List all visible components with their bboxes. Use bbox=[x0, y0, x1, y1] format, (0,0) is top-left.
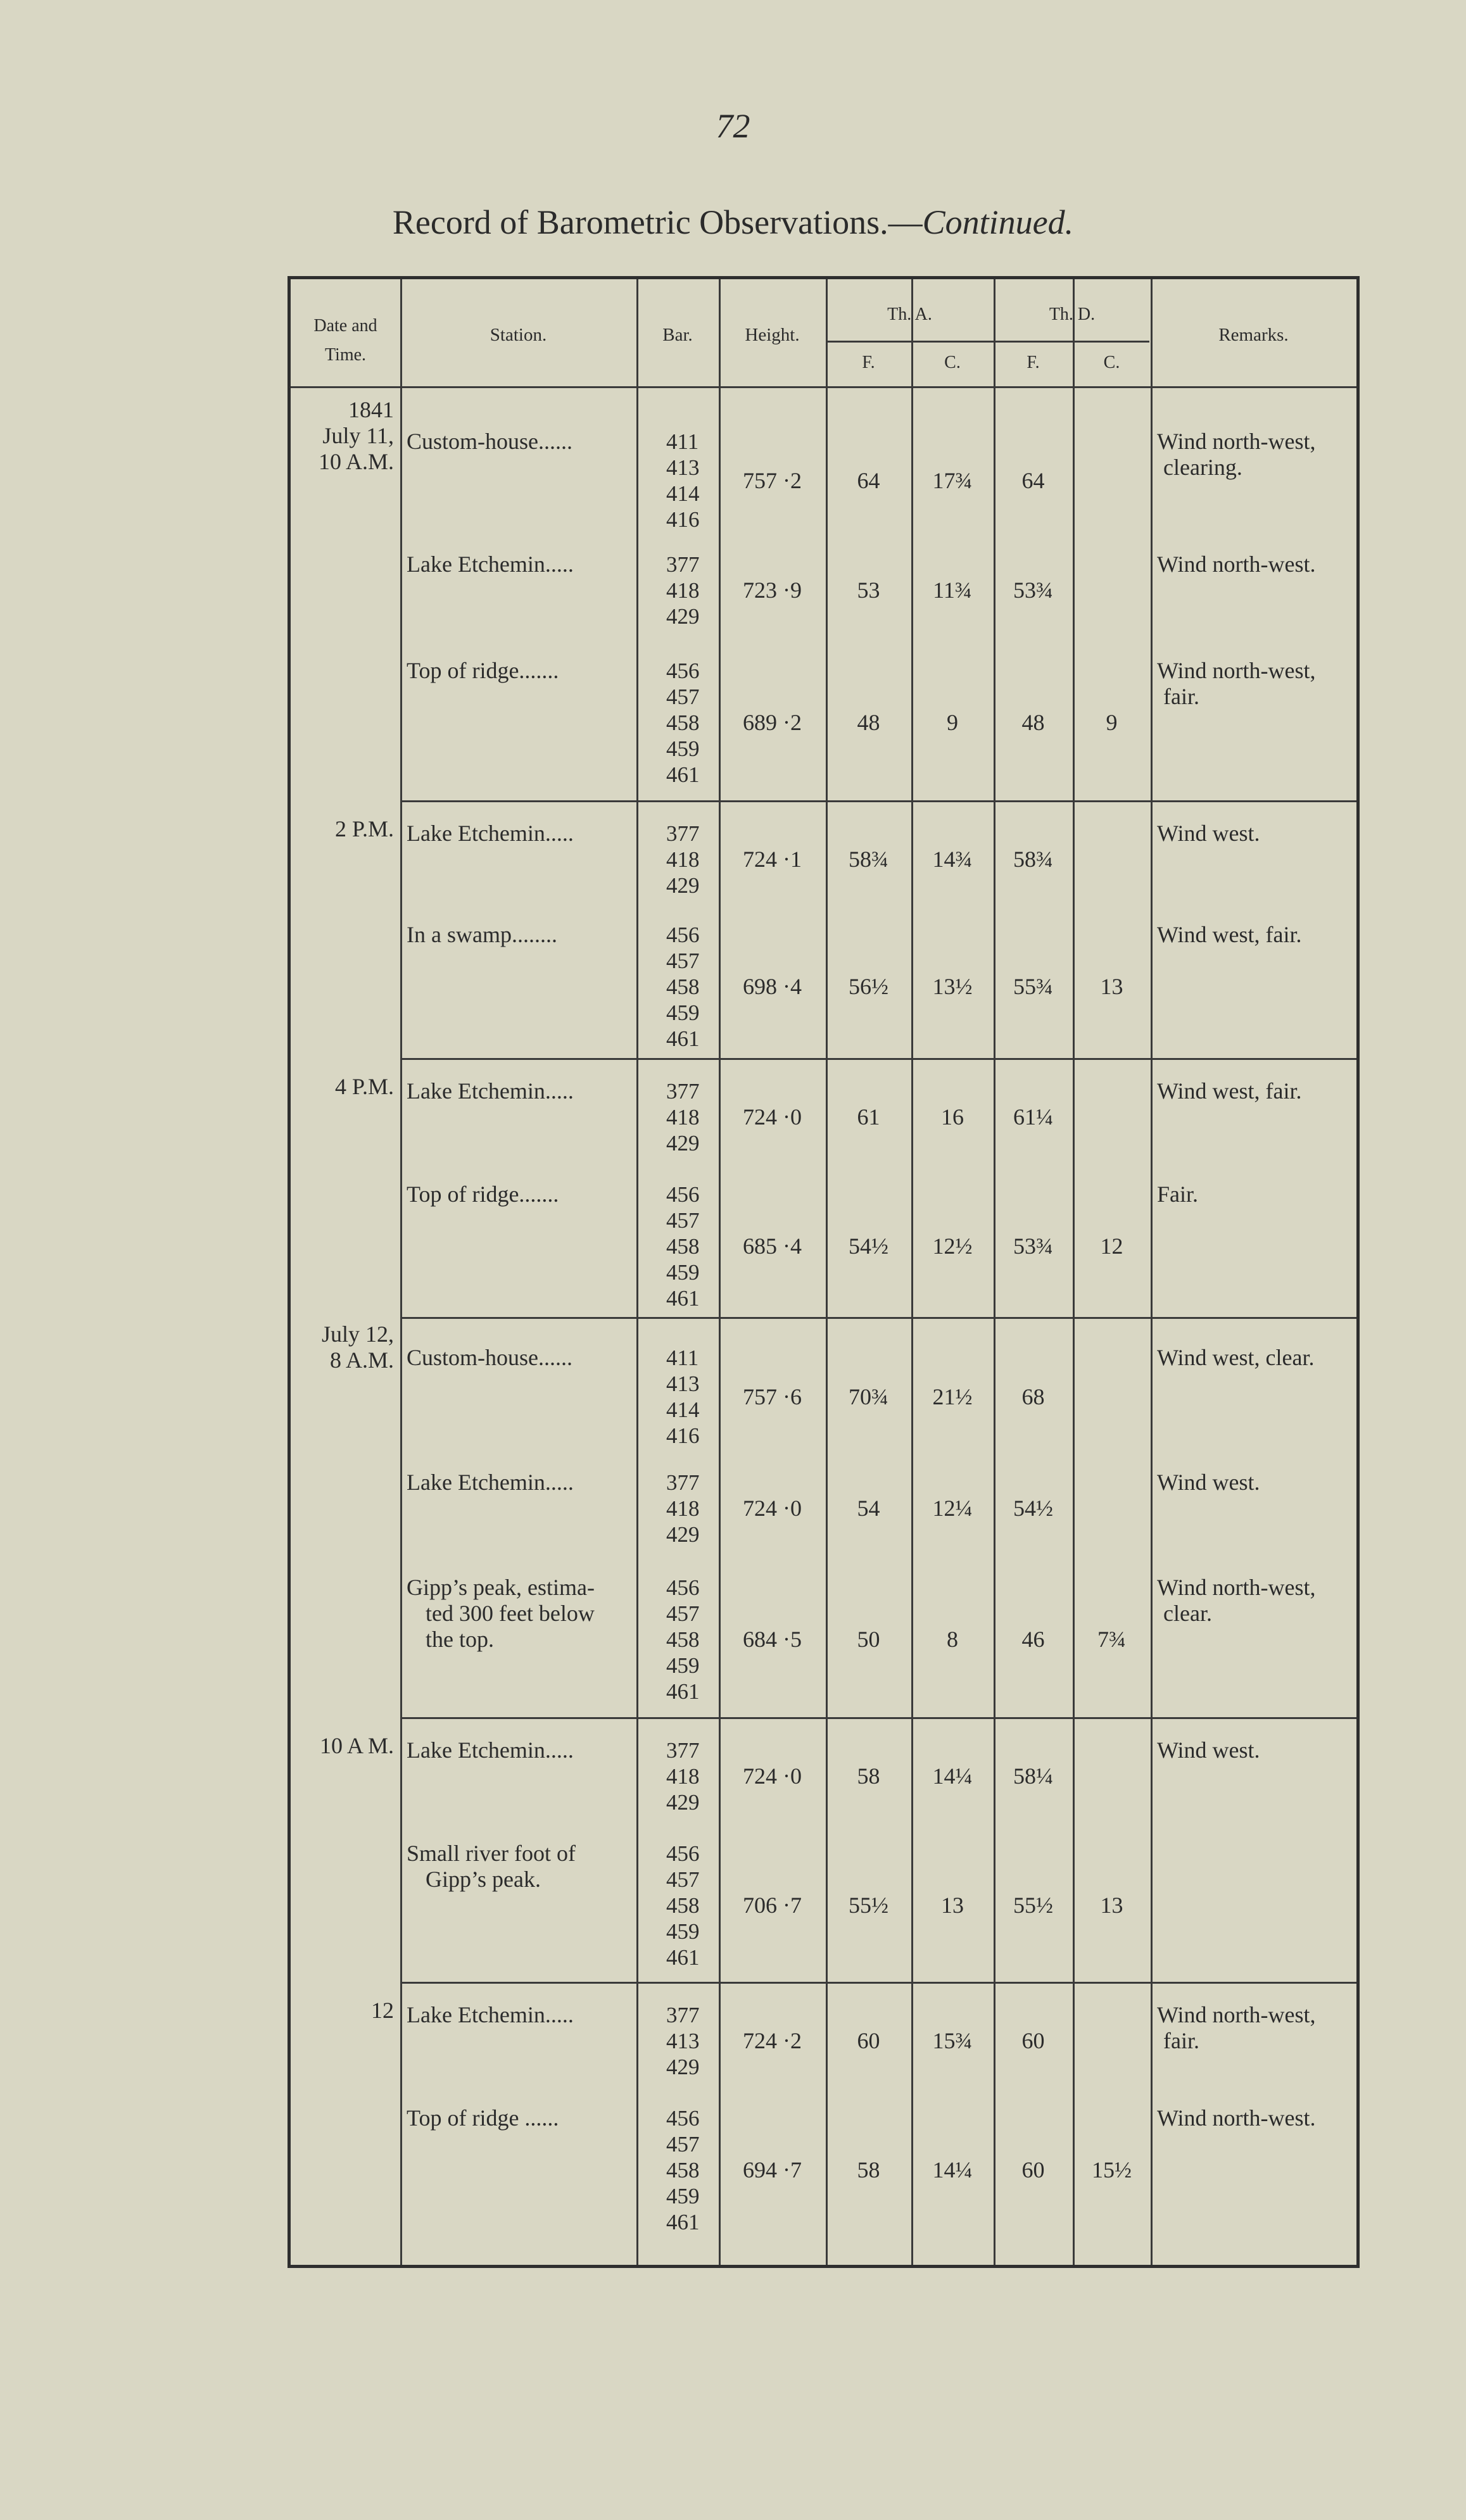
station-cell bbox=[407, 1737, 633, 1763]
station-line: Lake Etchemin..... bbox=[407, 821, 574, 846]
height-value: 724 ·2 bbox=[743, 2028, 802, 2053]
th-a-c-value: 13 bbox=[941, 1893, 964, 1918]
th-a-f-value: 61 bbox=[857, 1104, 880, 1130]
th-a-f-value: 70¾ bbox=[849, 1383, 888, 1409]
station-line: Gipp’s peak. bbox=[426, 1867, 541, 1892]
station-cell bbox=[407, 922, 633, 948]
bar-value: 457 bbox=[666, 948, 700, 973]
th-d-f-value: 64 bbox=[1021, 467, 1045, 493]
time-cell bbox=[291, 1321, 394, 1373]
bar-values bbox=[666, 658, 700, 788]
bar-value: 456 bbox=[666, 1575, 700, 1600]
time-line: 8 A.M. bbox=[329, 1347, 394, 1373]
th-d-f-value: 46 bbox=[1021, 1627, 1045, 1652]
bar-value: 411 bbox=[666, 1345, 699, 1370]
time-line: 4 P.M. bbox=[334, 1074, 394, 1099]
bar-value: 413 bbox=[666, 455, 700, 480]
th-d-f-value: 48 bbox=[1021, 710, 1045, 735]
bar-value: 429 bbox=[666, 2055, 700, 2079]
th-a-c-value: 11¾ bbox=[933, 577, 972, 603]
remark-line: Wind west, fair. bbox=[1157, 922, 1302, 947]
header-th-d-f: F. bbox=[1027, 353, 1040, 372]
bar-value: 461 bbox=[666, 2210, 700, 2234]
bar-value: 377 bbox=[666, 1738, 700, 1763]
time-line: 10 A.M. bbox=[318, 449, 394, 474]
time-cell bbox=[291, 397, 394, 475]
station-cell bbox=[407, 1575, 633, 1653]
th-a-c-value: 9 bbox=[947, 710, 958, 735]
column-rule bbox=[1073, 279, 1075, 2265]
th-d-c-value: 9 bbox=[1106, 710, 1118, 735]
remark-line: Wind west, fair. bbox=[1157, 1078, 1302, 1104]
station-cell bbox=[407, 2105, 633, 2131]
th-a-c-value: 16 bbox=[941, 1104, 964, 1130]
remark-line: fair. bbox=[1163, 684, 1199, 709]
bar-value: 458 bbox=[666, 710, 700, 735]
remarks-cell bbox=[1157, 551, 1356, 577]
bar-value: 418 bbox=[666, 1496, 700, 1521]
bar-value: 456 bbox=[666, 2106, 700, 2131]
station-line: the top. bbox=[426, 1627, 494, 1652]
station-cell bbox=[407, 2002, 633, 2028]
remarks-cell bbox=[1157, 821, 1356, 847]
header-th-a: Th. A. bbox=[887, 305, 932, 324]
remarks-cell bbox=[1157, 1737, 1356, 1763]
bar-values bbox=[666, 2002, 700, 2080]
bar-value: 456 bbox=[666, 1182, 700, 1207]
bar-value: 459 bbox=[666, 1919, 700, 1944]
th-d-f-value: 58¼ bbox=[1013, 1763, 1053, 1789]
station-cell bbox=[407, 1078, 633, 1104]
time-line: July 11, bbox=[322, 423, 394, 448]
bar-value: 456 bbox=[666, 1841, 700, 1866]
bar-values bbox=[666, 1470, 700, 1547]
bar-values bbox=[666, 1575, 700, 1704]
bar-value: 377 bbox=[666, 1079, 700, 1104]
th-a-c-value: 12¼ bbox=[932, 1496, 973, 1521]
height-value: 698 ·4 bbox=[743, 974, 802, 999]
station-line: Lake Etchemin..... bbox=[407, 1078, 574, 1104]
bar-value: 429 bbox=[666, 1131, 700, 1156]
height-value: 684 ·5 bbox=[743, 1627, 802, 1652]
time-cell bbox=[291, 1074, 394, 1100]
station-line: Gipp’s peak, estima- bbox=[407, 1575, 595, 1600]
height-value: 724 ·1 bbox=[743, 847, 802, 872]
th-a-c-value: 8 bbox=[947, 1627, 958, 1652]
th-d-f-value: 60 bbox=[1021, 2157, 1045, 2183]
bar-value: 459 bbox=[666, 1260, 700, 1285]
th-a-f-value: 58 bbox=[857, 2157, 880, 2183]
station-cell bbox=[407, 1181, 633, 1207]
th-a-c-value: 17¾ bbox=[932, 467, 973, 493]
height-value: 757 ·6 bbox=[743, 1383, 802, 1409]
bar-value: 429 bbox=[666, 604, 700, 629]
bar-value: 418 bbox=[666, 578, 700, 603]
header-th-a-f: F. bbox=[862, 353, 875, 372]
group-rule bbox=[400, 1058, 1356, 1060]
remarks-cell bbox=[1157, 658, 1356, 710]
title-continued: Continued. bbox=[922, 203, 1074, 241]
station-cell bbox=[407, 551, 633, 577]
remark-line: Wind north-west. bbox=[1157, 551, 1316, 577]
station-cell bbox=[407, 1841, 633, 1893]
bar-value: 458 bbox=[666, 1234, 700, 1259]
station-cell bbox=[407, 1345, 633, 1371]
bar-value: 418 bbox=[666, 847, 700, 872]
th-d-f-value: 68 bbox=[1021, 1383, 1045, 1409]
bar-value: 459 bbox=[666, 2184, 700, 2208]
station-line: Custom-house...... bbox=[407, 429, 573, 454]
bar-value: 411 bbox=[666, 429, 699, 454]
remark-line: clearing. bbox=[1163, 455, 1242, 480]
th-a-f-value: 56½ bbox=[849, 974, 888, 999]
remark-line: Wind west. bbox=[1157, 821, 1260, 846]
remarks-cell bbox=[1157, 1181, 1356, 1207]
column-rule bbox=[1151, 279, 1153, 2265]
th-a-f-value: 54½ bbox=[849, 1233, 888, 1259]
remark-line: Fair. bbox=[1157, 1181, 1199, 1207]
bar-value: 456 bbox=[666, 923, 700, 947]
th-d-f-value: 53¾ bbox=[1013, 577, 1053, 603]
height-value: 724 ·0 bbox=[743, 1496, 802, 1521]
bar-value: 458 bbox=[666, 1627, 700, 1652]
header-remarks: Remarks. bbox=[1218, 325, 1289, 345]
group-rule bbox=[400, 1717, 1356, 1719]
remarks-cell bbox=[1157, 429, 1356, 481]
title-main: Record of Barometric Observations.— bbox=[392, 203, 923, 241]
remark-line: Wind north-west, bbox=[1157, 2002, 1316, 2027]
bar-value: 456 bbox=[666, 658, 700, 683]
bar-value: 457 bbox=[666, 1208, 700, 1233]
bar-values bbox=[666, 1078, 700, 1156]
bar-value: 377 bbox=[666, 1470, 700, 1495]
bar-value: 459 bbox=[666, 1653, 700, 1678]
remark-line: Wind north-west, bbox=[1157, 658, 1316, 683]
th-a-c-value: 21½ bbox=[932, 1383, 973, 1409]
bar-value: 429 bbox=[666, 1522, 700, 1547]
remarks-cell bbox=[1157, 1470, 1356, 1496]
th-a-f-value: 58¾ bbox=[849, 847, 888, 872]
bar-value: 459 bbox=[666, 1000, 700, 1025]
header-station: Station. bbox=[490, 325, 547, 345]
station-line: Lake Etchemin..... bbox=[407, 1737, 574, 1763]
station-line: Top of ridge....... bbox=[407, 1181, 559, 1207]
station-cell bbox=[407, 658, 633, 684]
th-d-f-value: 55¾ bbox=[1013, 974, 1053, 999]
remark-line: Wind north-west, bbox=[1157, 1575, 1316, 1600]
station-line: Custom-house...... bbox=[407, 1345, 573, 1370]
bar-value: 461 bbox=[666, 1679, 700, 1704]
bar-value: 418 bbox=[666, 1105, 700, 1130]
th-d-c-value: 13 bbox=[1100, 974, 1123, 999]
bar-value: 458 bbox=[666, 974, 700, 999]
bar-value: 414 bbox=[666, 1397, 700, 1422]
height-value: 694 ·7 bbox=[743, 2157, 802, 2183]
bar-value: 461 bbox=[666, 1945, 700, 1970]
th-d-f-value: 54½ bbox=[1013, 1496, 1053, 1521]
bar-value: 461 bbox=[666, 762, 700, 787]
station-line: Lake Etchemin..... bbox=[407, 551, 574, 577]
remarks-cell bbox=[1157, 1078, 1356, 1104]
th-a-f-value: 50 bbox=[857, 1627, 880, 1652]
th-a-c-value: 14¼ bbox=[932, 1763, 973, 1789]
height-value: 689 ·2 bbox=[743, 710, 802, 735]
remarks-cell bbox=[1157, 2002, 1356, 2054]
remarks-cell bbox=[1157, 1575, 1356, 1627]
time-line: 12 bbox=[371, 1998, 394, 2023]
header-th-d: Th. D. bbox=[1049, 305, 1096, 324]
bar-values bbox=[666, 922, 700, 1052]
remark-line: Wind west. bbox=[1157, 1737, 1260, 1763]
header-height: Height. bbox=[745, 325, 800, 345]
th-d-f-value: 55½ bbox=[1013, 1893, 1053, 1918]
th-d-f-value: 61¼ bbox=[1013, 1104, 1053, 1130]
bar-value: 413 bbox=[666, 2029, 700, 2053]
bar-values bbox=[666, 1737, 700, 1815]
header-th-a-c: C. bbox=[944, 353, 961, 372]
height-value: 706 ·7 bbox=[743, 1893, 802, 1918]
height-value: 685 ·4 bbox=[743, 1233, 802, 1259]
bar-value: 457 bbox=[666, 1601, 700, 1626]
header-rule bbox=[291, 386, 1356, 388]
bar-values bbox=[666, 2105, 700, 2235]
bar-value: 416 bbox=[666, 507, 700, 532]
th-a-c-value: 14¾ bbox=[932, 847, 973, 872]
time-line: 10 A M. bbox=[319, 1733, 394, 1758]
station-cell bbox=[407, 821, 633, 847]
bar-values bbox=[666, 821, 700, 898]
height-value: 724 ·0 bbox=[743, 1763, 802, 1789]
remarks-cell bbox=[1157, 2105, 1356, 2131]
bar-value: 416 bbox=[666, 1423, 700, 1448]
bar-values bbox=[666, 1345, 700, 1449]
bar-value: 458 bbox=[666, 2158, 700, 2183]
bar-value: 461 bbox=[666, 1286, 700, 1311]
time-cell bbox=[291, 1998, 394, 2024]
height-value: 757 ·2 bbox=[743, 467, 802, 493]
th-d-c-value: 13 bbox=[1100, 1893, 1123, 1918]
page-number: 72 bbox=[716, 107, 750, 145]
remark-line: Wind north-west, bbox=[1157, 429, 1316, 454]
header-bar: Bar. bbox=[662, 325, 693, 345]
time-line: July 12, bbox=[321, 1321, 394, 1347]
th-d-c-value: 15½ bbox=[1092, 2157, 1132, 2183]
height-value: 723 ·9 bbox=[743, 577, 802, 603]
bar-value: 457 bbox=[666, 684, 700, 709]
station-cell bbox=[407, 1470, 633, 1496]
remark-line: fair. bbox=[1163, 2028, 1199, 2053]
bar-value: 377 bbox=[666, 552, 700, 577]
group-rule bbox=[400, 1317, 1356, 1319]
remarks-cell bbox=[1157, 922, 1356, 948]
time-cell bbox=[291, 816, 394, 842]
th-d-c-value: 7¾ bbox=[1097, 1627, 1126, 1652]
bar-value: 418 bbox=[666, 1764, 700, 1789]
header-subrule bbox=[826, 341, 1149, 343]
bar-value: 459 bbox=[666, 736, 700, 761]
bar-values bbox=[666, 1841, 700, 1970]
th-a-c-value: 12½ bbox=[932, 1233, 973, 1259]
th-a-f-value: 64 bbox=[857, 467, 880, 493]
column-rule bbox=[400, 279, 402, 2265]
station-line: Lake Etchemin..... bbox=[407, 1470, 574, 1495]
bar-value: 457 bbox=[666, 1867, 700, 1892]
station-line: In a swamp........ bbox=[407, 922, 557, 947]
th-d-c-value: 12 bbox=[1100, 1233, 1123, 1259]
remark-line: Wind west, clear. bbox=[1157, 1345, 1315, 1370]
header-date-and: Date and bbox=[313, 316, 377, 336]
station-line: Small river foot of bbox=[407, 1841, 576, 1866]
station-line: ted 300 feet below bbox=[426, 1601, 595, 1626]
group-rule bbox=[400, 1982, 1356, 1984]
station-line: Lake Etchemin..... bbox=[407, 2002, 574, 2027]
station-line: Top of ridge ...... bbox=[407, 2105, 559, 2131]
header-date-time bbox=[291, 315, 400, 367]
th-a-f-value: 54 bbox=[857, 1496, 880, 1521]
page-title bbox=[0, 203, 1466, 242]
bar-value: 377 bbox=[666, 821, 700, 846]
th-d-f-value: 58¾ bbox=[1013, 847, 1053, 872]
th-a-f-value: 58 bbox=[857, 1763, 880, 1789]
th-d-f-value: 60 bbox=[1021, 2028, 1045, 2053]
column-rule bbox=[636, 279, 638, 2265]
time-line: 2 P.M. bbox=[334, 816, 394, 841]
station-line: Top of ridge....... bbox=[407, 658, 559, 683]
header-th-d-c: C. bbox=[1103, 353, 1120, 372]
bar-value: 429 bbox=[666, 873, 700, 898]
th-a-c-value: 13½ bbox=[932, 974, 973, 999]
time-line: 1841 bbox=[348, 397, 394, 422]
time-cell bbox=[291, 1733, 394, 1759]
remark-line: Wind west. bbox=[1157, 1470, 1260, 1495]
remarks-cell bbox=[1157, 1345, 1356, 1371]
header-time: Time. bbox=[324, 345, 367, 365]
remark-line: clear. bbox=[1163, 1601, 1212, 1626]
th-a-c-value: 14¼ bbox=[932, 2157, 973, 2183]
th-a-f-value: 60 bbox=[857, 2028, 880, 2053]
remark-line: Wind north-west. bbox=[1157, 2105, 1316, 2131]
bar-value: 413 bbox=[666, 1371, 700, 1396]
group-rule bbox=[400, 800, 1356, 802]
bar-values bbox=[666, 551, 700, 629]
station-cell bbox=[407, 429, 633, 455]
bar-value: 458 bbox=[666, 1893, 700, 1918]
th-a-f-value: 48 bbox=[857, 710, 880, 735]
bar-value: 414 bbox=[666, 481, 700, 506]
bar-value: 429 bbox=[666, 1790, 700, 1815]
th-a-f-value: 53 bbox=[857, 577, 880, 603]
bar-value: 461 bbox=[666, 1026, 700, 1051]
bar-values bbox=[666, 1181, 700, 1311]
observations-table bbox=[288, 276, 1360, 2268]
th-a-c-value: 15¾ bbox=[932, 2028, 973, 2053]
bar-value: 377 bbox=[666, 2003, 700, 2027]
height-value: 724 ·0 bbox=[743, 1104, 802, 1130]
th-a-f-value: 55½ bbox=[849, 1893, 888, 1918]
th-d-f-value: 53¾ bbox=[1013, 1233, 1053, 1259]
bar-value: 457 bbox=[666, 2132, 700, 2157]
bar-values bbox=[666, 429, 700, 532]
